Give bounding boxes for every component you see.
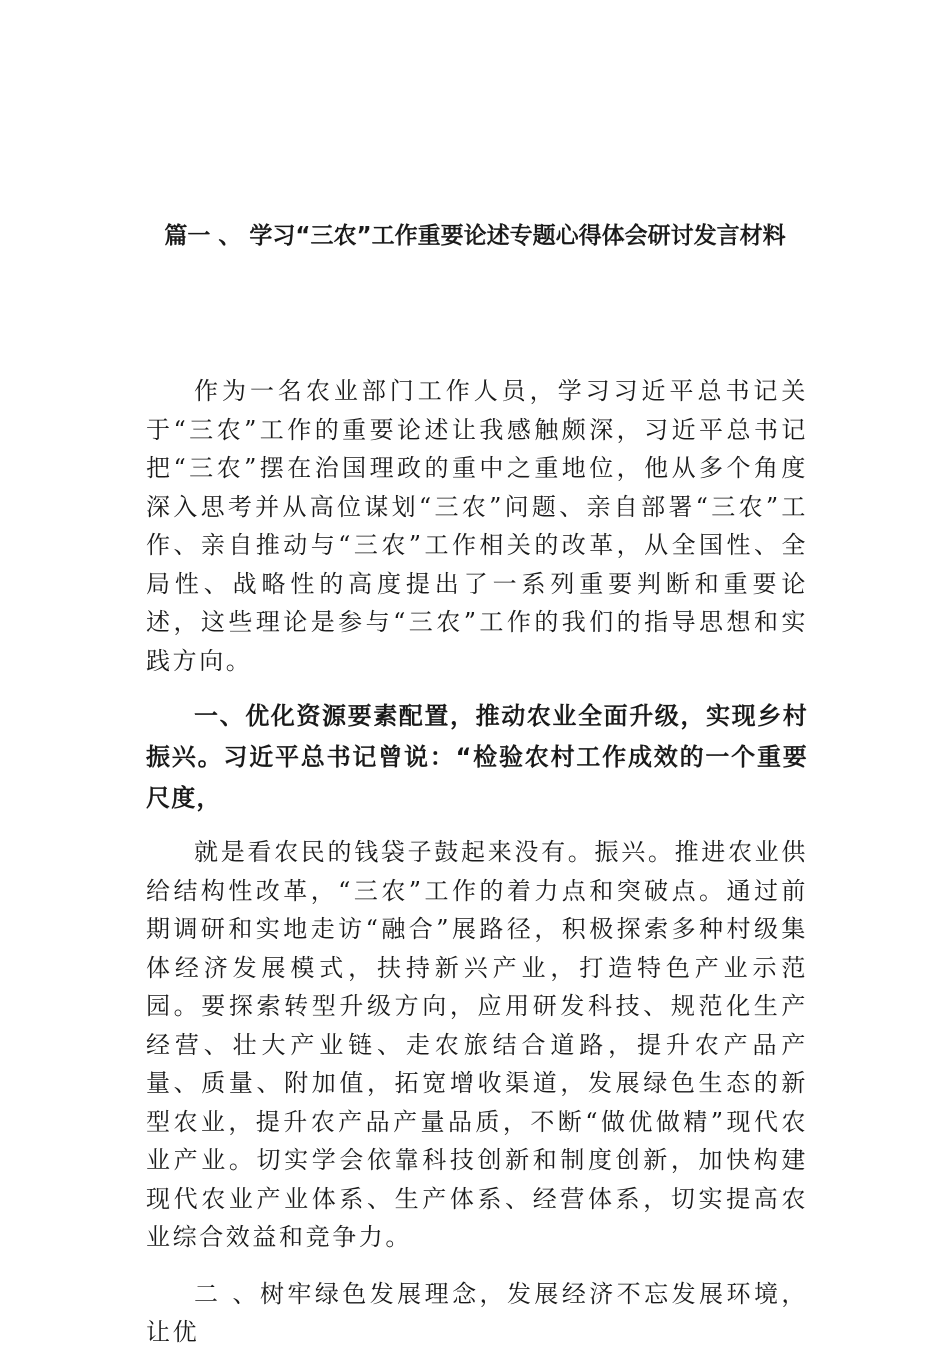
intro-paragraph: 作为一名农业部门工作人员，学习习近平总书记关于“三农”工作的重要论述让我感触颇深，习近平总书记把“三农”摆在治国理政的重中之重地位，他从多个角度深入思考并从高位谋划“三农”问题、亲自部署“三农”工作、亲自推动与“三农”工作相关的改革，从全国性、全局性、战略性的高度提出了一系列重要判断和重要论述，这些理论是参与“三农”工作的我们的指导思想和实践方向。 xyxy=(146,377,808,675)
document-body xyxy=(146,372,808,1352)
document-title: 篇一 、 学习“三农”工作重要论述专题心得体会研讨发言材料 xyxy=(164,223,786,249)
section-heading-1: 一、优化资源要素配置，推动农业全面升级，实现乡村振兴。习近平总书记曾说：“检验农村工作成效的一个重要尺度， xyxy=(146,702,808,812)
section-1-paragraph: 就是看农民的钱袋子鼓起来没有。振兴。推进农业供给结构性改革，“三农”工作的着力点和突破点。通过前期调研和实地走访“融合”展路径，积极探索多种村级集体经济发展模式，扶持新兴产业，打造特色产业示范园。要探索转型升级方向，应用研发科技、规范化生产经营、壮大产业链、走农旅结合道路，提升农产品产量、质量、附加值，拓宽增收渠道，发展绿色生态的新型农业，提升农产品产量品质，不断“做优做精”现代农业产业。切实学会依靠科技创新和制度创新，加快构建现代农业产业体系、生产体系、经营体系，切实提高农业综合效益和竞争力。 xyxy=(146,838,808,1251)
section-2-paragraph: 二 、树牢绿色发展理念，发展经济不忘发展环境，让优 xyxy=(146,1279,808,1346)
